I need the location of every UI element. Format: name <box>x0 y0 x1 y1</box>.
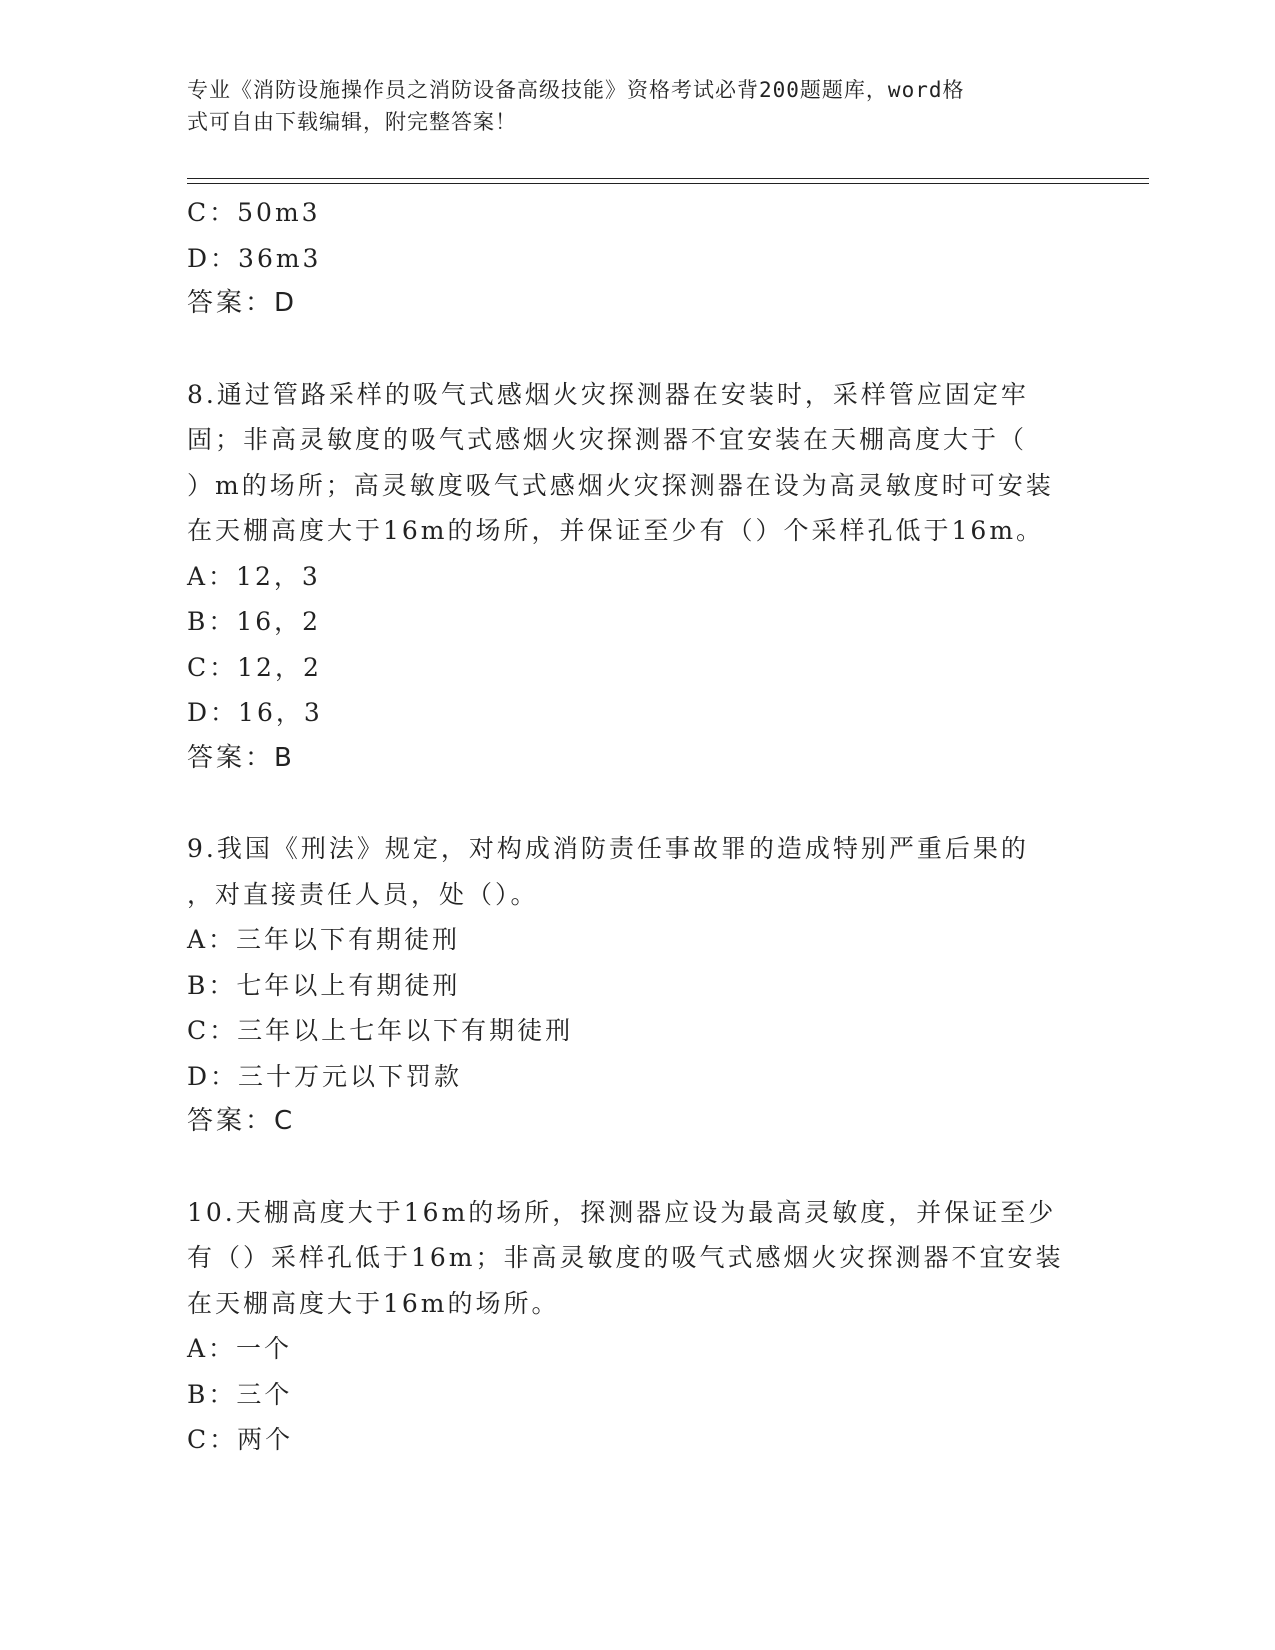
option-a: A：三年以下有期徒刑 <box>187 925 461 954</box>
option-c: C：两个 <box>187 1425 294 1454</box>
answer-line: 答案：C <box>187 1106 296 1136</box>
header-line-2: 式可自由下载编辑，附完整答案！ <box>187 110 517 134</box>
option-b: B：七年以上有期徒刑 <box>187 970 461 1000</box>
answer-line: 答案：B <box>187 742 295 773</box>
question-text-line: 9.我国《刑法》规定，对构成消防责任事故罪的造成特别严重后果的 <box>187 834 1029 863</box>
option-b: B：三个 <box>187 1379 293 1409</box>
header-line-1: 专业《消防设施操作员之消防设备高级技能》资格考试必背200题题库，word格 <box>187 78 965 102</box>
option-d: D：16，3 <box>187 698 323 727</box>
question-text-line: 固；非高灵敏度的吸气式感烟火灾探测器不宜安装在天棚高度大于（ <box>187 425 1028 454</box>
question-text-line: ，对直接责任人员，处（）。 <box>187 879 539 909</box>
question-text-line: 有（）采样孔低于16m；非高灵敏度的吸气式感烟火灾探测器不宜安装 <box>187 1243 1064 1272</box>
option-b: B：16，2 <box>187 607 322 636</box>
question-text-line: 10.天棚高度大于16m的场所，探测器应设为最高灵敏度，并保证至少 <box>187 1197 1057 1227</box>
question-block-7-tail <box>187 190 1087 327</box>
question-block-10 <box>187 1190 1087 1463</box>
question-block-9 <box>187 826 1087 1145</box>
option-a: A：12，3 <box>187 561 321 591</box>
option-c: C：12，2 <box>187 652 322 682</box>
option-c: C：50m3 <box>187 198 321 227</box>
question-block-8 <box>187 372 1087 782</box>
option-d: D：36m3 <box>187 243 322 273</box>
spacer <box>187 1145 1087 1190</box>
option-d: D：三十万元以下罚款 <box>187 1061 463 1091</box>
spacer <box>187 327 1087 372</box>
option-c: C：三年以上七年以下有期徒刑 <box>187 1016 574 1045</box>
option-a: A：一个 <box>187 1334 293 1363</box>
document-body <box>187 190 1087 1463</box>
question-text-line: 在天棚高度大于16m的场所。 <box>187 1288 560 1318</box>
question-text-line: 在天棚高度大于16m的场所，并保证至少有（）个采样孔低于16m。 <box>187 516 1045 545</box>
question-text-line: 8.通过管路采样的吸气式感烟火灾探测器在安装时，采样管应固定牢 <box>187 379 1029 409</box>
answer-line: 答案：D <box>187 288 298 318</box>
header-divider <box>187 178 1149 179</box>
document-header <box>187 74 1067 138</box>
question-text-line: ）m的场所；高灵敏度吸气式感烟火灾探测器在设为高灵敏度时可安装 <box>187 470 1054 500</box>
spacer <box>187 781 1087 826</box>
header-divider-secondary <box>187 183 1149 184</box>
